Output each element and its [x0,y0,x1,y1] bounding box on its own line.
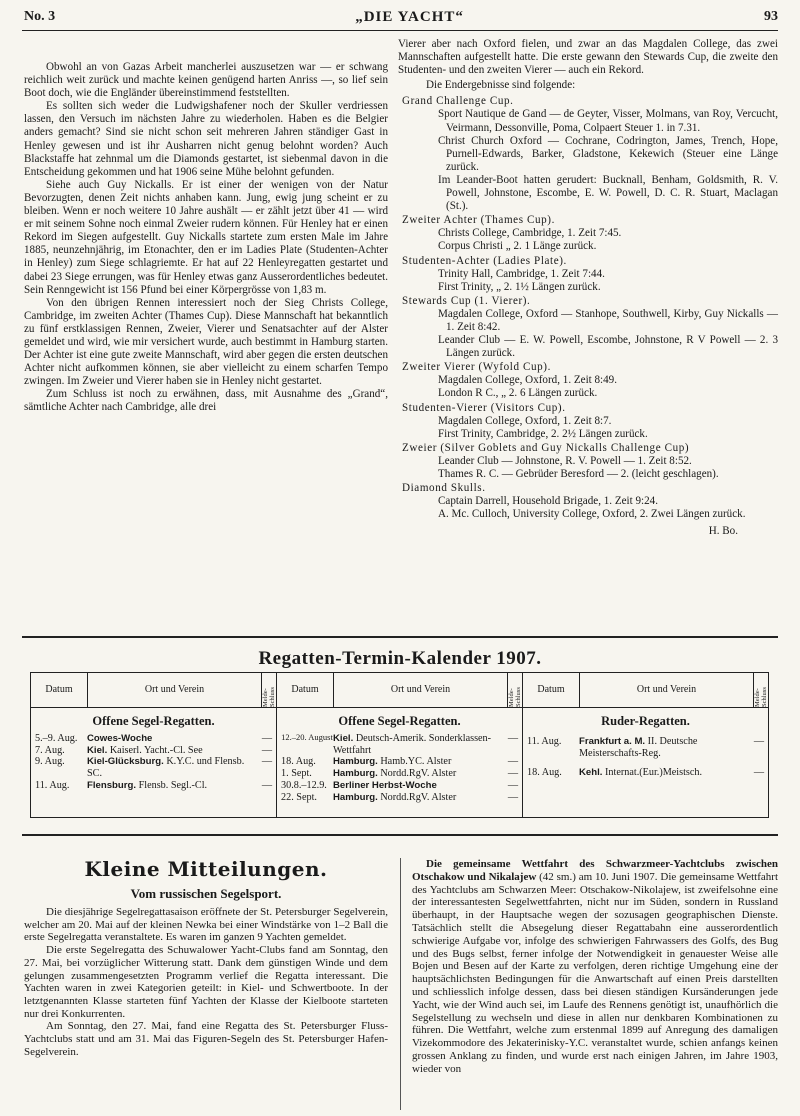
calendar-section-title: Offene Segel-Regatten. [338,714,461,728]
col-header-deadline: Melde-Schluss [262,687,276,707]
table-row: 1. Sept. Hamburg. Nordd.RgV. Alster — [281,768,519,780]
calendar-panel [523,673,768,817]
race-entry: London R C., „ 2. 6 Längen zurück. [438,387,598,400]
table-row: 30.8.–12.9. Berliner Herbst-Woche — [281,779,519,791]
race-title: Grand Challenge Cup. [402,95,514,108]
race-entry: Leander Club — Johnstone, R. V. Powell — 1. Zeit 8:52. [438,454,692,467]
calendar-section-title: Offene Segel-Regatten. [92,714,215,728]
race-entry: Magdalen College, Oxford, 1. Zeit 8:49. [438,374,618,387]
page-number: 93 [763,9,778,24]
race-entry: Im Leander-Boot hatten gerudert: Bucknall, Benham, Goldsmith, R. V. Powell, Johnstone, Escombe, E. W. Powell, D. C. R. Stuart, Maclagan (St.). [438,173,778,213]
journal-title: „DIE YACHT“ [355,8,464,25]
article-column-right [398,38,778,538]
race-title: Studenten-Vierer (Visitors Cup). [402,401,566,414]
race-title: Zweier (Silver Goblets and Guy Nickalls Challenge Cup) [402,441,690,454]
paragraph: Von den übrigen Rennen interessiert noch der Sieg Christs College, Cambridge, im zweiten Achter (Thames Cup). Diese Mannschaft hat bekanntlich zu fünf erstklassigen Rennen, Zweier, Vierer und Senatsachter auf der Alster gemeldet und wird, wie mir versichert wurde, auch bestimmt in Hamburg starten. Der Achter ist eine gute zweite Mannschaft, wird aber gegen die ersten deutschen Achter nicht aufkommen können, sie aber vielleicht zu einem scharfen Tempo zwingen. Im Zweier und Vierer haben sie in Henley nicht gestartet. [24,296,388,388]
results-heading: Die Endergebnisse sind folgende: [426,79,576,92]
news-column-left [24,906,388,1058]
race-entry: Sport Nautique de Gand — de Geyter, Visser, Molmans, van Roy, Vercucht, Veirmann, Dessonville, Poma, Colpaert Steuer 1. in 7.31. [438,108,778,134]
table-row: 5.–9. Aug. Cowes-Woche — [35,732,273,744]
calendar-panel [31,673,277,817]
calendar-header [523,673,768,708]
news-column-right [412,858,778,1076]
race-entry: Thames R. C. — Gebrüder Beresford — 2. (leicht geschlagen). [438,468,719,480]
paragraph: Obwohl an von Gazas Arbeit mancherlei auszusetzen war — er schwang reichlich weit zurück und machte keinen genügend harten Anriss —, so lief sein Boot doch, wie die Engländer übereinstimmend feststellten. [24,61,388,100]
paragraph [412,858,778,1076]
col-header-date: Datum [523,673,580,707]
paragraph: Die erste Segelregatta des Schuwalower Yacht-Clubs fand am Sonntag, den 27. Mai, bei vorzüglicher Witterung statt. Dank dem günstigen Winde und dem gelungen zusammengesetzten Programm verlief die Regatta interessant. Die Yachten waren in zwei Kategorien geteilt: in Kiel- und Schwertboote. In der letztgenannten Klasse starteten fünf Yachten der Klasse der Kielboote starteten nur drei Konkurrenten. [24,944,388,1020]
table-row: 11. Aug. Frankfurt a. M. II. Deutsche Meisterschafts-Reg. — [527,735,765,759]
article-text: (42 sm.) am 10. Juni 1907. Die gemeinsame Wettfahrt des Yachtclubs am Schwarzen Meer: Otschakow-Nikolajew, ist zweifelsohne eine der interessantesten Segelwettfahrten, nicht nur im Süden, sondern in Russland überhaupt, in der Hauptsache wegen der sozusagen geographischen Dienste. Tatsächlich stellt die Absegelung dieser Regattabahn eine ausserordentlich schwierige Aufgabe vor, infolge des schwierigen Fahrwassers des Golfs, des Bug und des Bugs selbst, ferner infolge der Notwendigkeit in genauester Weise alle Bojen und Besen auf der Karte zu verfolgen, deren richtige Umgehung eine der hauptsächlichsten Bedingungen für die Anwartschaft auf einen Preis darstellten und schliesslich infolge dessen, dass bei diesen ständigen Kursänderungen jede Yacht, wie der Wind auch sei, im Laufe des Rennens genötigt ist, unaufhörlich die Segelstellung zu wechseln und diese in allen nur denkbaren Kombinationen zu führen. Die Wettfahrt, welche zum erstenmal 1899 auf Anregung des damaligen Vizekommodore des Jekaterinisky-Y.C. veranstaltet wurde, schien anfangs keinen grossen Anklang zu finden, und wurde erst nach einigen Jahren, im Jahre 1903, wieder von [412,870,778,1075]
calendar-title: Regatten-Termin-Kalender 1907. [258,648,542,669]
paragraph: Am Sonntag, den 27. Mai, fand eine Regatta des St. Petersburger Fluss-Yachtclubs statt und am 31. Mai das Figuren-Segeln des St. Petersburger Hafen-Segelverein. [24,1020,388,1058]
race-entry: Trinity Hall, Cambridge, 1. Zeit 7:44. [438,267,605,280]
race-title: Zweiter Vierer (Wyfold Cup). [402,361,551,374]
race-title: Diamond Skulls. [402,482,486,495]
paragraph: Vierer aber nach Oxford fielen, und zwar an das Magdalen College, das zwei Mannschaften aufgestellt hatte. Die erste gewann den Stewards Cup, die zweite den Studenten- und den zweiten Vierer — auch ein Rekord. [398,38,778,77]
section-divider [22,636,778,638]
race-title: Studenten-Achter (Ladies Plate). [402,254,567,267]
table-row: 18. Aug. Hamburg. Hamb.YC. Alster — [281,756,519,768]
paragraph: Es sollten sich weder die Ludwigshafener noch der Skuller verdriessen lassen, den Versuch im nächsten Jahre zu wiederholen. Haben es die Belgier anders gemacht? Sind sie nicht schon seit mehreren Jahren ständiger Gast in Henley gewesen und ist ihr Ausharren nicht genug belohnt worden? Auch Blackstaffe hat zehnmal um die Diamonds gestartet, ist siebenmal davon in die Entscheidung gekommen und hat 1906 seine Mühe belohnt gefunden. [24,100,388,178]
table-row: 18. Aug. Kehl. Internat.(Eur.)Meistsch. — [527,767,765,779]
paragraph: Siehe auch Guy Nickalls. Er ist einer der wenigen von der Natur Bevorzugten, denen Zeit nichts anhaben kann. Jung, ewig jung scheint er zu bleiben. Wenn er noch weitere 10 Jahre aushält — er zählt jetzt über 41 — wird er mit seinem Sohne noch einmal Zweier rudern können. Für Henley hat er einen Rekord im Siegen aufgestellt. Guy Nickalls startete zum ersten Male im Jahre 1885, neunzehnjährig, im Etonachter, den er im Ladies Plate (Studenten-Achter in Henley) zum Siege schlagriemte. Er hat auf 22 Henleyregatten gestartet und dabei 23 Siege errungen, was für Henley etwas ganz Ausserordentliches bedeutet. Sein Renngewicht ist 156 Pfund bei einer Körpergrösse von 1,83 m. [24,178,388,296]
calendar-header [277,673,522,708]
table-row: 7. Aug. Kiel. Kaiserl. Yacht.-Cl. See — [35,744,273,756]
col-header-place: Ort und Verein [334,673,508,707]
calendar-header [31,673,276,708]
table-row: 12.–20. August Kiel. Deutsch-Amerik. Sonderklassen-Wettfahrt — [281,731,519,756]
col-header-date: Datum [31,673,88,707]
header-rule [22,30,778,31]
section-divider [22,834,778,836]
column-divider [400,858,401,1110]
race-title: Zweiter Achter (Thames Cup). [402,214,555,227]
race-entry: Christs College, Cambridge, 1. Zeit 7:45. [438,227,622,240]
race-entry: Leander Club — E. W. Powell, Escombe, Johnstone, R V Powell — 2. 3 Längen zurück. [438,334,778,360]
page-header [24,6,778,28]
col-header-deadline: Melde-Schluss [754,687,768,707]
table-row: 11. Aug. Flensburg. Flensb. Segl.-Cl. — [35,779,273,791]
section-title: Kleine Mitteilungen. [84,857,328,881]
section-subtitle: Vom russischen Segelsport. [130,886,282,901]
race-entry: First Trinity, „ 2. 1½ Längen zurück. [438,280,601,293]
race-entry: Christ Church Oxford — Cochrane, Codrington, James, Trench, Hope, Purnell-Edwards, Barker, Gladstone, Kekewich (Steuer eine Länge zurück. [438,134,778,173]
table-row: 9. Aug. Kiel-Glücksburg. K.Y.C. und Flensb. SC. — [35,756,273,780]
calendar-panel [277,673,523,817]
paragraph: Die diesjährige Segelregattasaison eröffnete der St. Petersburger Segelverein, welcher am 20. Mai auf der kleinen Newka bei einer Windstärke von 1–2 Ball die erste Segelregatta veranstaltete. Es waren im ganzen 9 Yachten gemeldet. [24,906,388,944]
race-title: Stewards Cup (1. Vierer). [402,294,531,307]
race-entry: Magdalen College, Oxford — Stanhope, Southwell, Kirby, Guy Nickalls — 1. Zeit 8:42. [438,307,778,333]
race-entry: Magdalen College, Oxford, 1. Zeit 8:7. [438,414,612,427]
col-header-date: Datum [277,673,334,707]
issue-number: No. 3 [24,9,56,24]
col-header-deadline: Melde-Schluss [508,687,522,707]
col-header-place: Ort und Verein [580,673,754,707]
race-entry: First Trinity, Cambridge, 2. 2½ Längen zurück. [438,427,648,440]
article-lead: Die gemeinsame Wettfahrt des Schwarzmeer-Yachtclubs zwischen Otschakow und Nikalajew [412,858,778,883]
author-signature: H. Bo. [708,525,738,538]
race-entry: A. Mc. Culloch, University College, Oxford, 2. Zwei Längen zurück. [438,508,746,521]
table-row: 22. Sept. Hamburg. Nordd.RgV. Alster — [281,791,519,803]
race-entry: Corpus Christi „ 2. 1 Länge zurück. [438,240,597,253]
paragraph: Zum Schluss ist noch zu erwähnen, dass, mit Ausnahme des „Grand“, sämtliche Achter nach Cambridge, alle drei [24,388,388,414]
calendar-section-title: Ruder-Regatten. [601,714,690,728]
regatta-calendar-table [30,672,769,818]
col-header-place: Ort und Verein [88,673,262,707]
race-entry: Captain Darrell, Household Brigade, 1. Zeit 9:24. [438,495,658,508]
article-column-left [24,61,388,415]
